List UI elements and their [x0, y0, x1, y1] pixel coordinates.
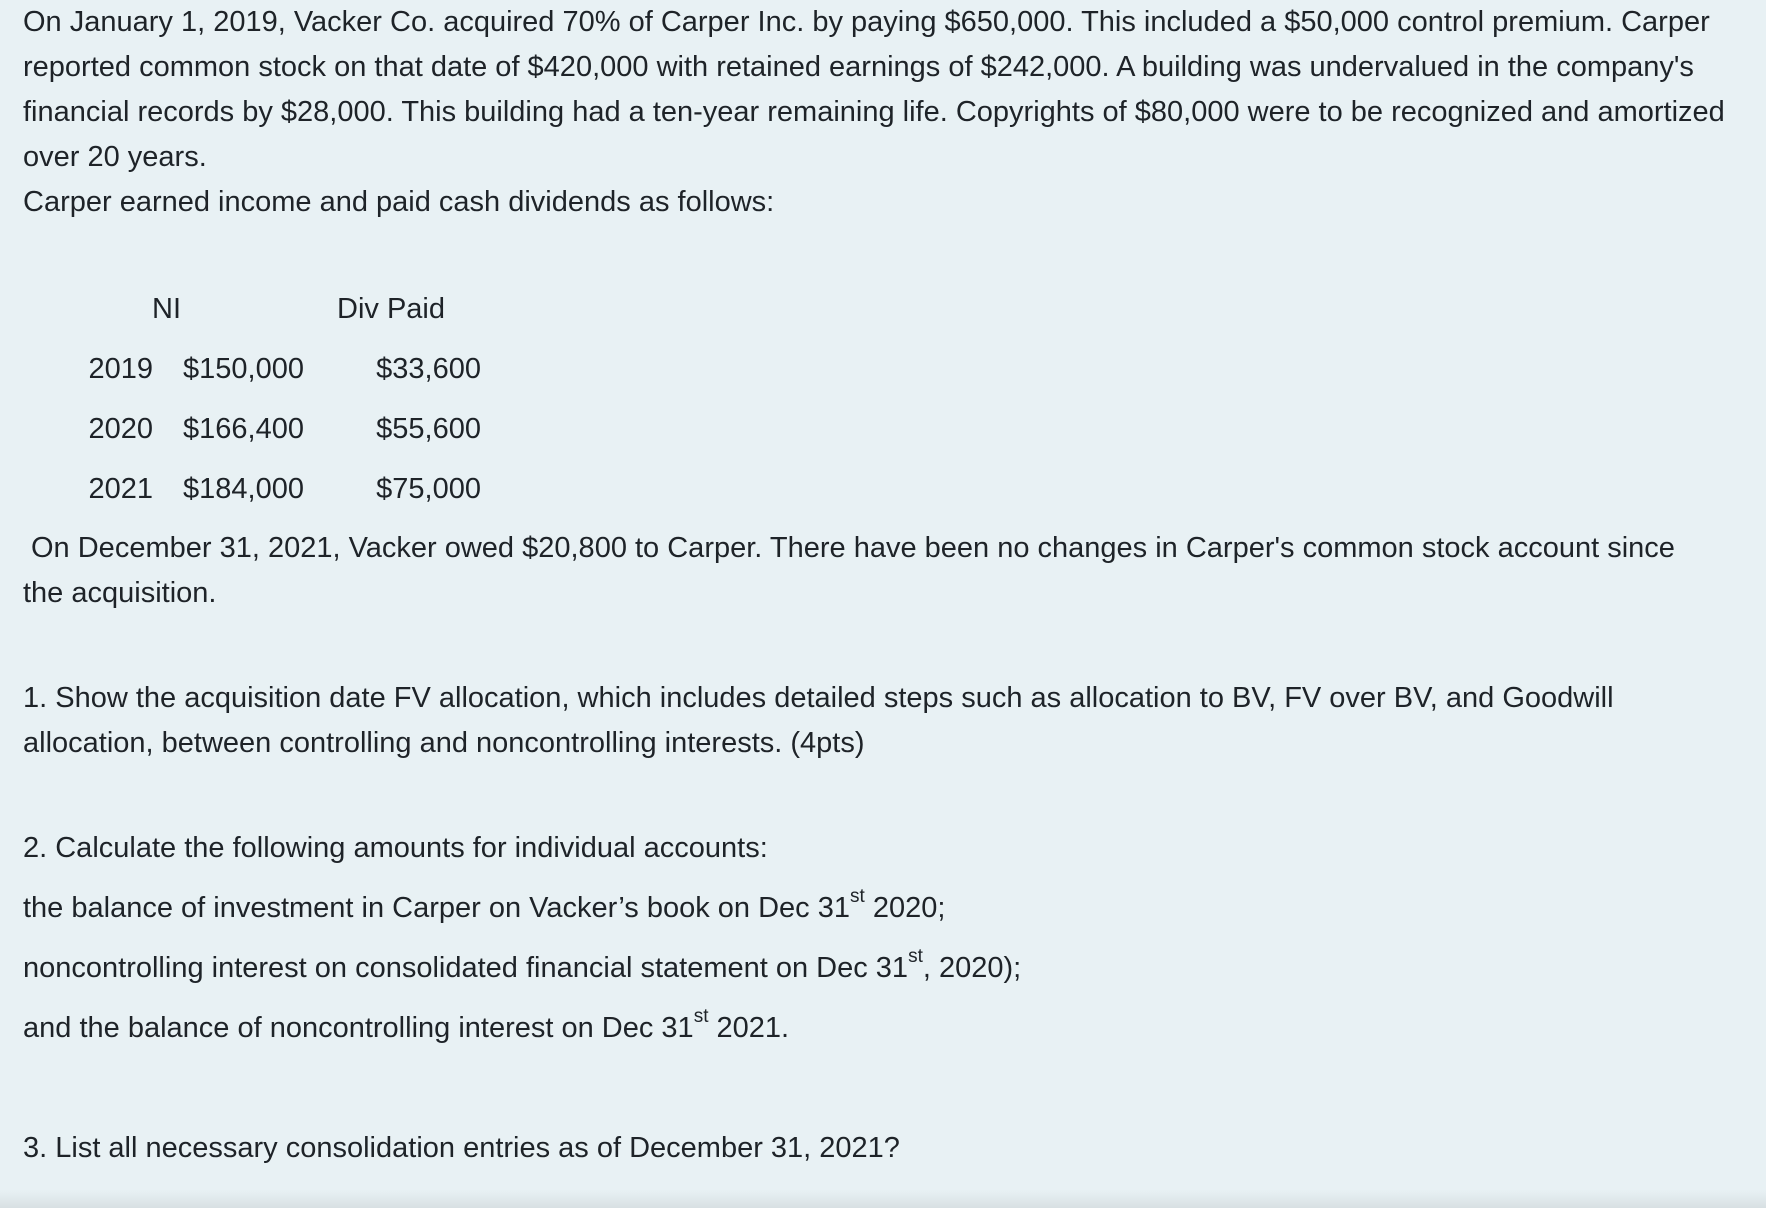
row-div: $55,600 [376, 413, 481, 445]
row-ni: $166,400 [183, 413, 304, 445]
question-2-line-2: noncontrolling interest on consolidated financial statement on Dec 31st, 2020); [23, 946, 1022, 984]
row-ni: $150,000 [183, 353, 304, 385]
question-2-line-1: the balance of investment in Carper on Vacker’s book on Dec 31st 2020; [23, 886, 946, 924]
superscript: st [908, 946, 923, 968]
row-div: $75,000 [376, 473, 481, 505]
header-ni: NI [152, 293, 181, 325]
intro-paragraph: On January 1, 2019, Vacker Co. acquired 70% of Carper Inc. by paying $650,000. This included a $50,000 control premium. Carper reported common stock on that date of $420,000 with retained earnings of $242,000. A building was undervalued in the company's financial records by $28,000. This building had a ten-year remaining life. Copyrights of $80,000 were to be recognized and amortized over 20 years. [23, 6, 1725, 173]
row-year: 2019 [88, 353, 153, 385]
row-div: $33,600 [376, 353, 481, 385]
superscript: st [849, 886, 865, 908]
question-1: 1. Show the acquisition date FV allocation, which includes detailed steps such as allocation to BV, FV over BV, and Goodwill allocation, between controlling and noncontrolling interests. (4pts) [23, 682, 1614, 759]
row-year: 2020 [88, 413, 153, 445]
question-2-line-3: and the balance of noncontrolling interest on Dec 31st 2021. [23, 1006, 790, 1044]
bottom-edge-shadow [0, 1190, 1766, 1208]
intro-lead-in: Carper earned income and paid cash dividends as follows: [23, 186, 775, 218]
header-div-paid: Div Paid [337, 293, 445, 325]
row-year: 2021 [88, 473, 153, 505]
question-3: 3. List all necessary consolidation entries as of December 31, 2021? [23, 1132, 900, 1164]
superscript: st [693, 1006, 709, 1028]
row-ni: $184,000 [183, 473, 304, 505]
question-2-heading: 2. Calculate the following amounts for individual accounts: [23, 832, 768, 864]
note-paragraph: On December 31, 2021, Vacker owed $20,800 to Carper. There have been no changes in Carper's common stock account since the acquisition. [23, 532, 1675, 609]
